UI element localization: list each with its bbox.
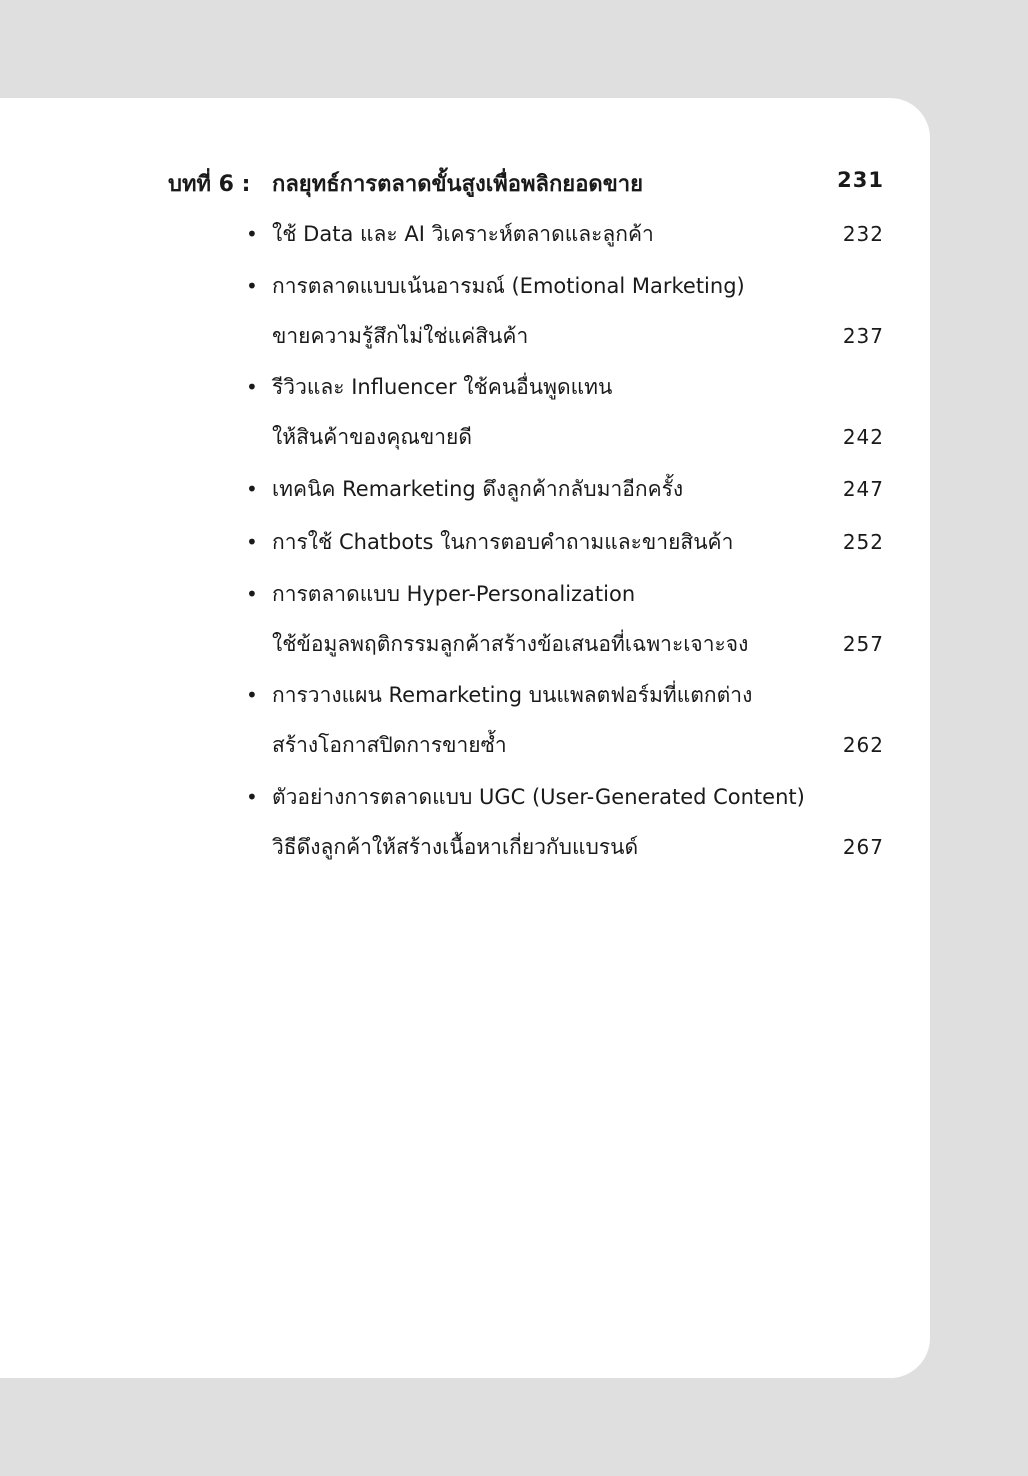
chapter-label: บทที่ 6 : (168, 172, 251, 197)
chapter-page-number: 231 (837, 168, 884, 192)
bullet-icon: • (246, 477, 258, 501)
toc-entry-subtitle: วิธีดึงลูกค้าให้สร้างเนื้อหาเกี่ยวกับแบรนด์ (272, 835, 639, 859)
toc-entry (246, 524, 884, 560)
toc-entry (246, 369, 884, 457)
toc-entry (246, 216, 884, 252)
bullet-icon: • (246, 683, 258, 707)
bullet-icon: • (246, 530, 258, 554)
bullet-icon: • (246, 785, 258, 809)
chapter-title: กลยุทธ์การตลาดขั้นสูงเพื่อพลิกยอดขาย (272, 172, 643, 197)
toc-entry-title: การตลาดแบบ Hyper-Personalization (272, 582, 636, 606)
toc-entry-page: 252 (842, 530, 884, 554)
toc-entry-page: 267 (842, 835, 884, 859)
toc-entry-title: ตัวอย่างการตลาดแบบ UGC (User-Generated Content) (272, 785, 805, 809)
toc-entry-page: 257 (842, 632, 884, 656)
toc-entry-title: การวางแผน Remarketing บนแพลตฟอร์มที่แตกต่าง (272, 683, 753, 707)
toc-entry-page: 232 (842, 222, 884, 246)
bullet-icon: • (246, 582, 258, 606)
toc-entry (246, 779, 884, 867)
toc-entry-page: 237 (842, 324, 884, 348)
bullet-icon: • (246, 222, 258, 246)
toc-entry-subtitle: สร้างโอกาสปิดการขายซ้ำ (272, 733, 507, 757)
bullet-icon: • (246, 274, 258, 298)
bullet-icon: • (246, 375, 258, 399)
toc-entry-title: การตลาดแบบเน้นอารมณ์ (Emotional Marketing) (272, 274, 745, 298)
toc-entry-title: เทคนิค Remarketing ดึงลูกค้ากลับมาอีกครั้ง (272, 477, 684, 501)
toc-entry-subtitle: ใช้ข้อมูลพฤติกรรมลูกค้าสร้างข้อเสนอที่เฉพาะเจาะจง (272, 632, 749, 656)
toc-entry-subtitle: ให้สินค้าของคุณขายดี (272, 425, 472, 449)
toc-entry-title: การใช้ Chatbots ในการตอบคำถามและขายสินค้า (272, 530, 734, 554)
chapter-heading (168, 166, 884, 202)
toc-entry-page: 262 (842, 733, 884, 757)
toc-entry-page: 247 (842, 477, 884, 501)
toc-entry (246, 268, 884, 356)
toc-entry-title: รีวิวและ Influencer ใช้คนอื่นพูดแทน (272, 375, 613, 399)
toc-entry (246, 677, 884, 765)
toc-entry (246, 471, 884, 507)
toc-entry (246, 576, 884, 664)
toc-entry-title: ใช้ Data และ AI วิเคราะห์ตลาดและลูกค้า (272, 222, 654, 246)
toc-entry-subtitle: ขายความรู้สึกไม่ใช่แค่สินค้า (272, 324, 529, 348)
toc-entry-page: 242 (842, 425, 884, 449)
